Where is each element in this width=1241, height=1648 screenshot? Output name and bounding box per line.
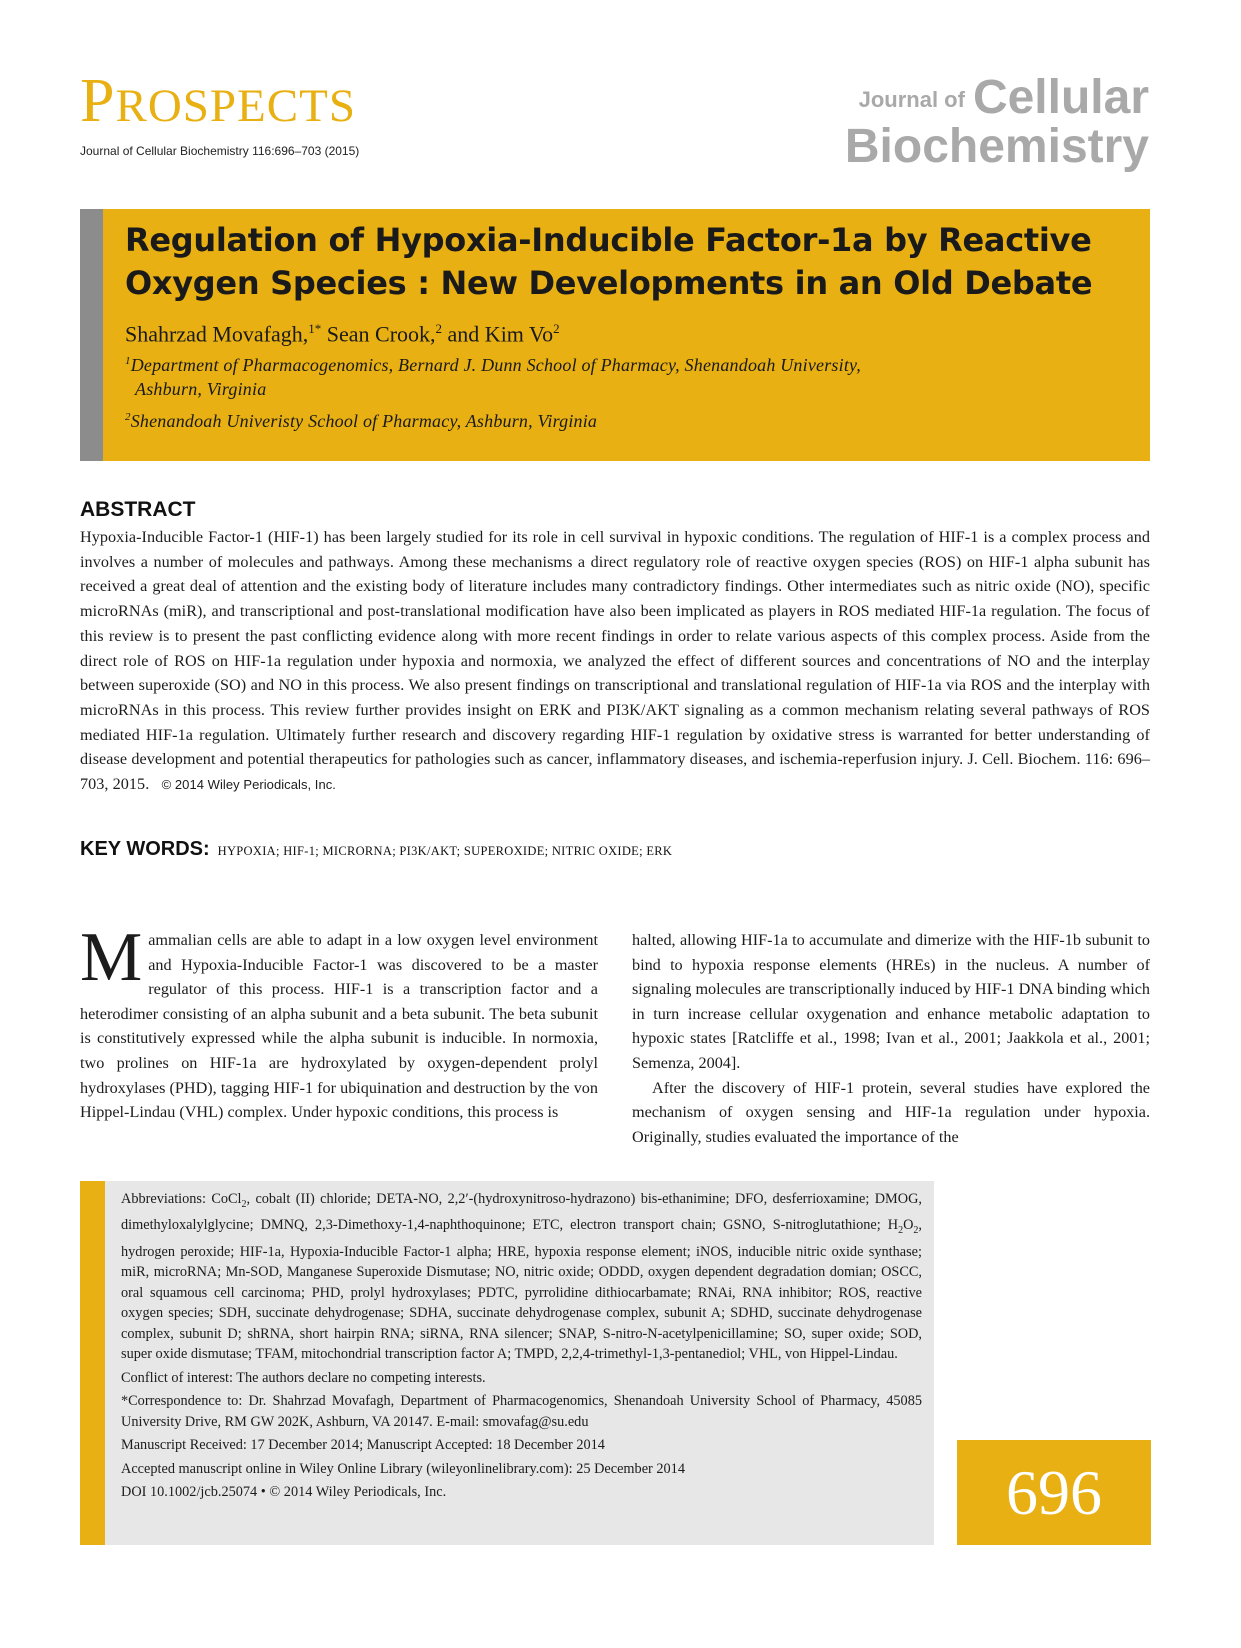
abbreviations-text: O <box>903 1217 914 1234</box>
abbreviations <box>121 1189 922 1365</box>
journal-logo-cellular: Cellular <box>972 71 1149 124</box>
affiliation-marker: 1 <box>125 355 131 368</box>
doi: DOI 10.1002/jcb.25074 • © 2014 Wiley Periodicals, Inc. <box>121 1484 447 1501</box>
manuscript-dates: Manuscript Received: 17 December 2014; Manuscript Accepted: 18 December 2014 <box>121 1437 605 1454</box>
body-paragraph: ammalian cells are able to adapt in a low oxygen level environment and Hypoxia-Inducible Factor-1 was discovered to be a master regulator of this process. HIF-1 is a transcription factor and a heterodimer consisting of an alpha subunit and a beta subunit. The beta subunit is constitutively expressed while the alpha subunit is inducible. In normoxia, two prolines on HIF-1a are hydroxylated by oxygen-dependent prolyl hydroxylases (PHD), tagging HIF-1 for ubiquination and destruction by the von Hippel-Lindau (VHL) complex. Under hypoxic conditions, this process is <box>80 931 598 1122</box>
body-column-left <box>80 919 598 1125</box>
affiliation-1 <box>125 349 1110 401</box>
author-list <box>125 321 1110 347</box>
author-name: Shahrzad Movafagh, <box>125 321 309 347</box>
body-paragraph: halted, allowing HIF-1a to accumulate and dimerize with the HIF-1b subunit to bind to hypoxia response elements (HREs) in the nucleus. A number of signaling molecules are transcriptionally induced by HIF-1 DNA binding which in turn increase cellular oxygenation and enhance metabolic adaptation to hypoxic states [Ratcliffe et al., 1998; Ivan et al., 2001; Jaakkola et al., 2001; Semenza, 2004]. <box>632 931 1150 1072</box>
journal-logo <box>844 71 1149 173</box>
subscript: 2 <box>241 1198 247 1210</box>
author-affiliation-marker: 1* <box>308 321 322 336</box>
series-logo-rest: ROSPECTS <box>115 80 356 132</box>
affiliation-2 <box>125 405 1110 433</box>
abbreviations-text: Abbreviations: CoCl <box>121 1191 242 1207</box>
author-affiliation-marker: 2 <box>435 321 443 336</box>
abstract-heading: ABSTRACT <box>80 498 196 521</box>
affiliation-marker: 2 <box>125 411 131 424</box>
page-number: 696 <box>957 1440 1151 1545</box>
abbreviations-text: , cobalt (II) chloride; DETA-NO, 2,2′-(hydroxynitroso-hydrazono) bis-ethanimine; DFO, desferrioxamine; DMOG, dimethyloxalylglycine; DMNQ, 2,3-Dimethoxy-1,4-naphthoquinone; ETC, electron transport chain; GSNO, S-nitroglutathione; H <box>121 1191 922 1234</box>
body-column-right <box>632 928 1150 1149</box>
body-paragraph: After the discovery of HIF-1 protein, several studies have explored the mechanism of oxygen sensing and HIF-1a regulation under hypoxia. Originally, studies evaluated the importance of the <box>632 1078 1150 1146</box>
title-block <box>80 209 1150 461</box>
conflict-statement: Conflict of interest: The authors declare no competing interests. <box>121 1369 486 1386</box>
subscript: 2 <box>913 1225 919 1237</box>
abstract-body: Hypoxia-Inducible Factor-1 (HIF-1) has been largely studied for its role in cell survival in hypoxic conditions. The regulation of HIF-1 is a complex process and involves a number of molecules and pathways. Among these mechanisms a direct regulatory role of reactive oxygen species (ROS) on HIF-1 alpha subunit has received a great deal of attention and the existing body of literature includes many contradictory findings. Other intermediates such as nitric oxide (NO), specific microRNAs (miR), and transcriptional and post-translational modification have also been implicated as players in ROS mediated HIF-1a regulation. The focus of this review is to present the past conflicting evidence along with more recent findings in order to relate various aspects of this complex process. Aside from the direct role of ROS on HIF-1a regulation under hypoxia and normoxia, we analyzed the effect of different sources and concentrations of NO and the interplay between superoxide (SO) and NO in this process. We also present findings on transcriptional and translational regulation of HIF-1a via ROS and the interplay with microRNAs in this process. This review further provides insight on ERK and PI3K/AKT signaling as a common mechanism relating several pathways of ROS mediated HIF-1a regulation. Ultimately further research and discovery regarding HIF-1 regulation by oxidative stress is warranted for better understanding of disease development and potential therapeutics for pathologies such as cancer, inflammatory diseases, and ischemia-reperfusion injury. J. Cell. Biochem. 116: 696–703, 2015. <box>80 528 1150 794</box>
abstract-copyright: © 2014 Wiley Periodicals, Inc. <box>161 777 336 793</box>
journal-logo-biochemistry: Biochemistry <box>844 120 1149 173</box>
correspondence: *Correspondence to: Dr. Shahrzad Movafagh, Department of Pharmacogenomics, Shenandoah University School of Pharmacy, 45085 University Drive, RM GW 202K, Ashburn, VA 20147. E-mail: smovafag@su.edu <box>121 1393 922 1430</box>
journal-citation: Journal of Cellular Biochemistry 116:696–703 (2015) <box>80 144 360 158</box>
footnote-box <box>80 1181 934 1545</box>
author-name: Sean Crook, <box>321 321 436 347</box>
affiliation-text: Shenandoah Univeristy School of Pharmacy, Ashburn, Virginia <box>130 411 598 432</box>
keywords <box>80 838 672 861</box>
abstract-text <box>80 525 1150 798</box>
affiliation-text: Department of Pharmacogenomics, Bernard J. Dunn School of Pharmacy, Shenandoah University, <box>130 355 861 376</box>
drop-cap: M <box>80 919 143 996</box>
series-logo <box>80 67 356 135</box>
subscript: 2 <box>898 1225 904 1237</box>
keywords-label: KEY WORDS: <box>80 838 210 860</box>
journal-logo-of: Journal of <box>858 87 965 112</box>
author-name: and Kim Vo <box>442 321 554 347</box>
abbreviations-text: , hydrogen peroxide; HIF-1a, Hypoxia-Inducible Factor-1 alpha; HRE, hypoxia response element; iNOS, inducible nitric oxide synthase; miR, microRNA; Mn-SOD, Manganese Superoxide Dismutase; NO, nitric oxide; ODDD, oxygen dependent degradation domian; OSCC, oral squamous cell carcinoma; PHD, prolyl hydroxylases; PDTC, pyrrolidine dithiocarbamate; RNAi, RNA inhibitor; ROS, reactive oxygen species; SDH, succinate dehydrogenase; SDHA, succinate dehydrogenase complex, subunit A; SDHD, succinate dehydrogenase complex, subunit D; shRNA, short hairpin RNA; siRNA, RNA silencer; SNAP, S-nitro-N-acetylpenicillamine; SO, super oxide; SOD, super oxide dismutase; TFAM, mitochondrial transcription factor A; TMPD, 2,2,4-trimethyl-1,3-pentanediol; VHL, von Hippel-Lindau. <box>121 1217 922 1363</box>
article-title: Regulation of Hypoxia-Inducible Factor-1a by Reactive Oxygen Species : New Developments in an Old Debate <box>125 221 1093 302</box>
series-logo-initial: P <box>80 67 116 135</box>
author-affiliation-marker: 2 <box>553 321 560 336</box>
keywords-list: HYPOXIA; HIF-1; MICRORNA; PI3K/AKT; SUPEROXIDE; NITRIC OXIDE; ERK <box>217 844 673 858</box>
affiliation-text: Ashburn, Virginia <box>135 379 267 400</box>
online-date: Accepted manuscript online in Wiley Online Library (wileyonlinelibrary.com): 25 December 2014 <box>121 1460 685 1477</box>
